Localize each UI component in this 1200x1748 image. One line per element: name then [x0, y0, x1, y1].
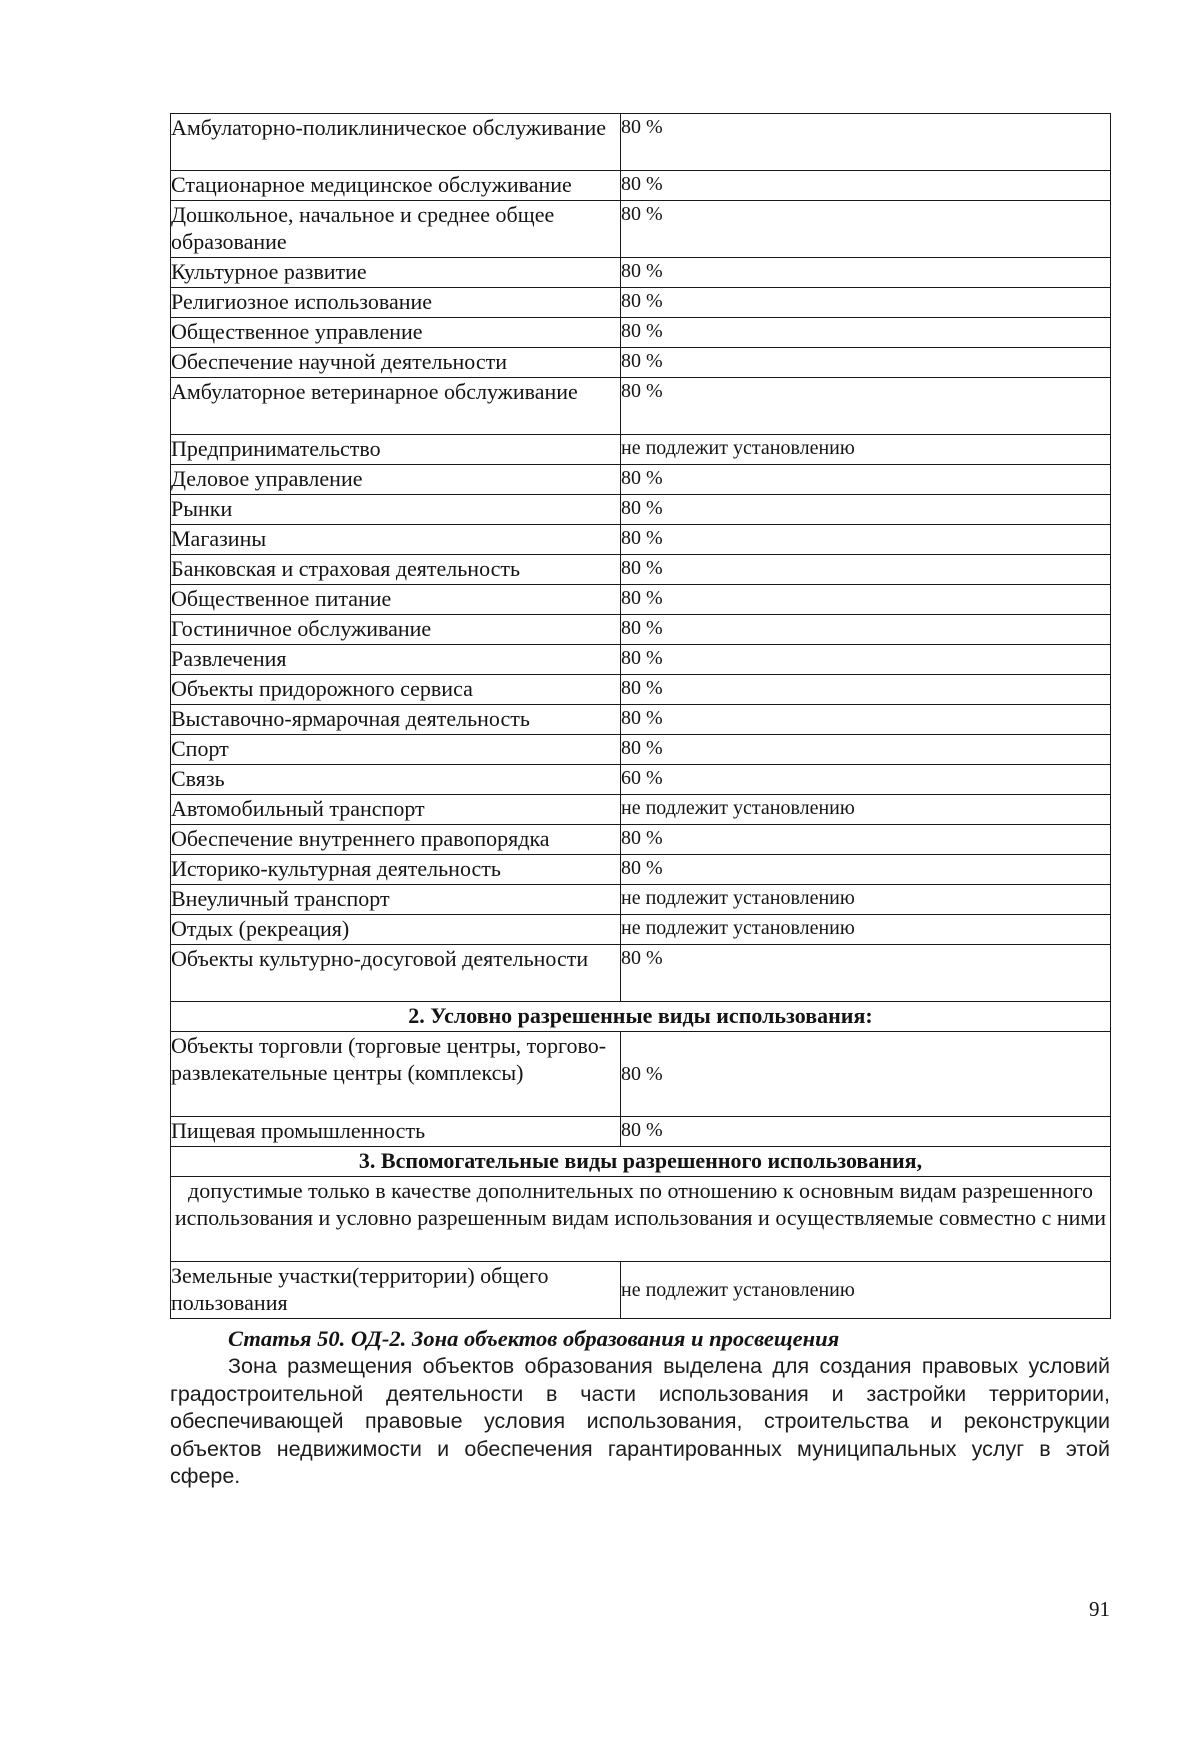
table-row	[171, 258, 1111, 288]
section-header-row	[171, 1002, 1111, 1032]
table-row	[171, 735, 1111, 765]
use-type-value: 80 %	[621, 735, 1111, 765]
use-type-value: 80 %	[621, 114, 1111, 171]
table-row	[171, 885, 1111, 915]
use-type-value: 60 %	[621, 765, 1111, 795]
use-type-name: Автомобильный транспорт	[171, 795, 621, 825]
use-type-value: 80 %	[621, 525, 1111, 555]
table-row	[171, 705, 1111, 735]
use-type-name: Общественное управление	[171, 318, 621, 348]
use-type-name: Объекты придорожного сервиса	[171, 675, 621, 705]
use-type-value: 80 %	[621, 465, 1111, 495]
use-type-name: Стационарное медицинское обслуживание	[171, 171, 621, 201]
table-row	[171, 585, 1111, 615]
table-row	[171, 348, 1111, 378]
use-type-name: Культурное развитие	[171, 258, 621, 288]
use-type-value: 80 %	[621, 171, 1111, 201]
table-row	[171, 915, 1111, 945]
use-type-value: 80 %	[621, 201, 1111, 258]
use-type-name: Обеспечение научной деятельности	[171, 348, 621, 378]
use-type-value: 80 %	[621, 855, 1111, 885]
use-type-value: 80 %	[621, 705, 1111, 735]
use-type-name: Спорт	[171, 735, 621, 765]
table-row	[171, 1117, 1111, 1147]
table-row	[171, 855, 1111, 885]
use-type-name: Магазины	[171, 525, 621, 555]
use-type-name: Историко-культурная деятельность	[171, 855, 621, 885]
section-note-row	[171, 1177, 1111, 1262]
use-type-name: Деловое управление	[171, 465, 621, 495]
use-type-value: 80 %	[621, 1032, 1111, 1117]
use-type-value: 80 %	[621, 318, 1111, 348]
use-type-value: не подлежит установлению	[621, 795, 1111, 825]
section-header-row	[171, 1147, 1111, 1177]
use-type-value: 80 %	[621, 378, 1111, 435]
use-type-name: Рынки	[171, 495, 621, 525]
table-row	[171, 525, 1111, 555]
use-type-name: Амбулаторно-поликлиническое обслуживание	[171, 114, 621, 171]
use-type-value: 80 %	[621, 348, 1111, 378]
table-row	[171, 1262, 1111, 1319]
table-row	[171, 945, 1111, 1002]
use-type-name: Амбулаторное ветеринарное обслуживание	[171, 378, 621, 435]
section-2-title: 2. Условно разрешенные виды использования:	[171, 1002, 1111, 1032]
table-row	[171, 765, 1111, 795]
table-row	[171, 795, 1111, 825]
table-row	[171, 645, 1111, 675]
use-type-name: Выставочно-ярмарочная деятельность	[171, 705, 621, 735]
section-3-title: 3. Вспомогательные виды разрешенного использования,	[171, 1147, 1111, 1177]
use-type-name: Внеуличный транспорт	[171, 885, 621, 915]
table-row	[171, 465, 1111, 495]
use-type-value: не подлежит установлению	[621, 885, 1111, 915]
use-type-value: 80 %	[621, 555, 1111, 585]
use-type-name: Объекты культурно-досуговой деятельности	[171, 945, 621, 1002]
table-row	[171, 495, 1111, 525]
use-type-name: Связь	[171, 765, 621, 795]
use-type-value: 80 %	[621, 945, 1111, 1002]
use-type-name: Обеспечение внутреннего правопорядка	[171, 825, 621, 855]
use-type-name: Отдых (рекреация)	[171, 915, 621, 945]
table-row	[171, 318, 1111, 348]
use-type-name: Религиозное использование	[171, 288, 621, 318]
page-number: 91	[1089, 1597, 1110, 1621]
use-type-name: Развлечения	[171, 645, 621, 675]
land-use-table	[170, 113, 1111, 1319]
table-row	[171, 201, 1111, 258]
use-type-value: не подлежит установлению	[621, 1262, 1111, 1319]
use-type-value: 80 %	[621, 585, 1111, 615]
table-row	[171, 171, 1111, 201]
table-row	[171, 1032, 1111, 1117]
use-type-name: Гостиничное обслуживание	[171, 615, 621, 645]
table-row	[171, 114, 1111, 171]
use-type-name: Общественное питание	[171, 585, 621, 615]
use-type-name: Предпринимательство	[171, 435, 621, 465]
table-row	[171, 675, 1111, 705]
use-type-value: 80 %	[621, 288, 1111, 318]
use-type-value: 80 %	[621, 645, 1111, 675]
use-type-name: Дошкольное, начальное и среднее общее образование	[171, 201, 621, 258]
use-type-value: 80 %	[621, 825, 1111, 855]
section-3-note: допустимые только в качестве дополнительных по отношению к основным видам разрешенного использования и условно разрешенным видам использования и осуществляемые совместно с ними	[171, 1177, 1111, 1262]
use-type-value: 80 %	[621, 495, 1111, 525]
table-row	[171, 435, 1111, 465]
use-type-value: 80 %	[621, 675, 1111, 705]
table-row	[171, 615, 1111, 645]
use-type-name: Земельные участки(территории) общего пользования	[171, 1262, 621, 1319]
use-type-value: 80 %	[621, 615, 1111, 645]
use-type-value: 80 %	[621, 258, 1111, 288]
use-type-value: 80 %	[621, 1117, 1111, 1147]
use-type-name: Объекты торговли (торговые центры, торгово-развлекательные центры (комплексы)	[171, 1032, 621, 1117]
use-type-value: не подлежит установлению	[621, 915, 1111, 945]
table-row	[171, 288, 1111, 318]
use-type-value: не подлежит установлению	[621, 435, 1111, 465]
use-type-name: Пищевая промышленность	[171, 1117, 621, 1147]
table-row	[171, 378, 1111, 435]
use-type-name: Банковская и страховая деятельность	[171, 555, 621, 585]
table-row	[171, 555, 1111, 585]
article-heading: Статья 50. ОД-2. Зона объектов образования и просвещения	[228, 1326, 840, 1351]
table-row	[171, 825, 1111, 855]
article-paragraph: Зона размещения объектов образования выделена для создания правовых условий градостроительной деятельности в части использования и застройки территории, обеспечивающей правовые условия использования, строительства и реконструкции объектов недвижимости и обеспечения гарантированных муниципальных услуг в этой сфере.	[170, 1354, 1110, 1488]
